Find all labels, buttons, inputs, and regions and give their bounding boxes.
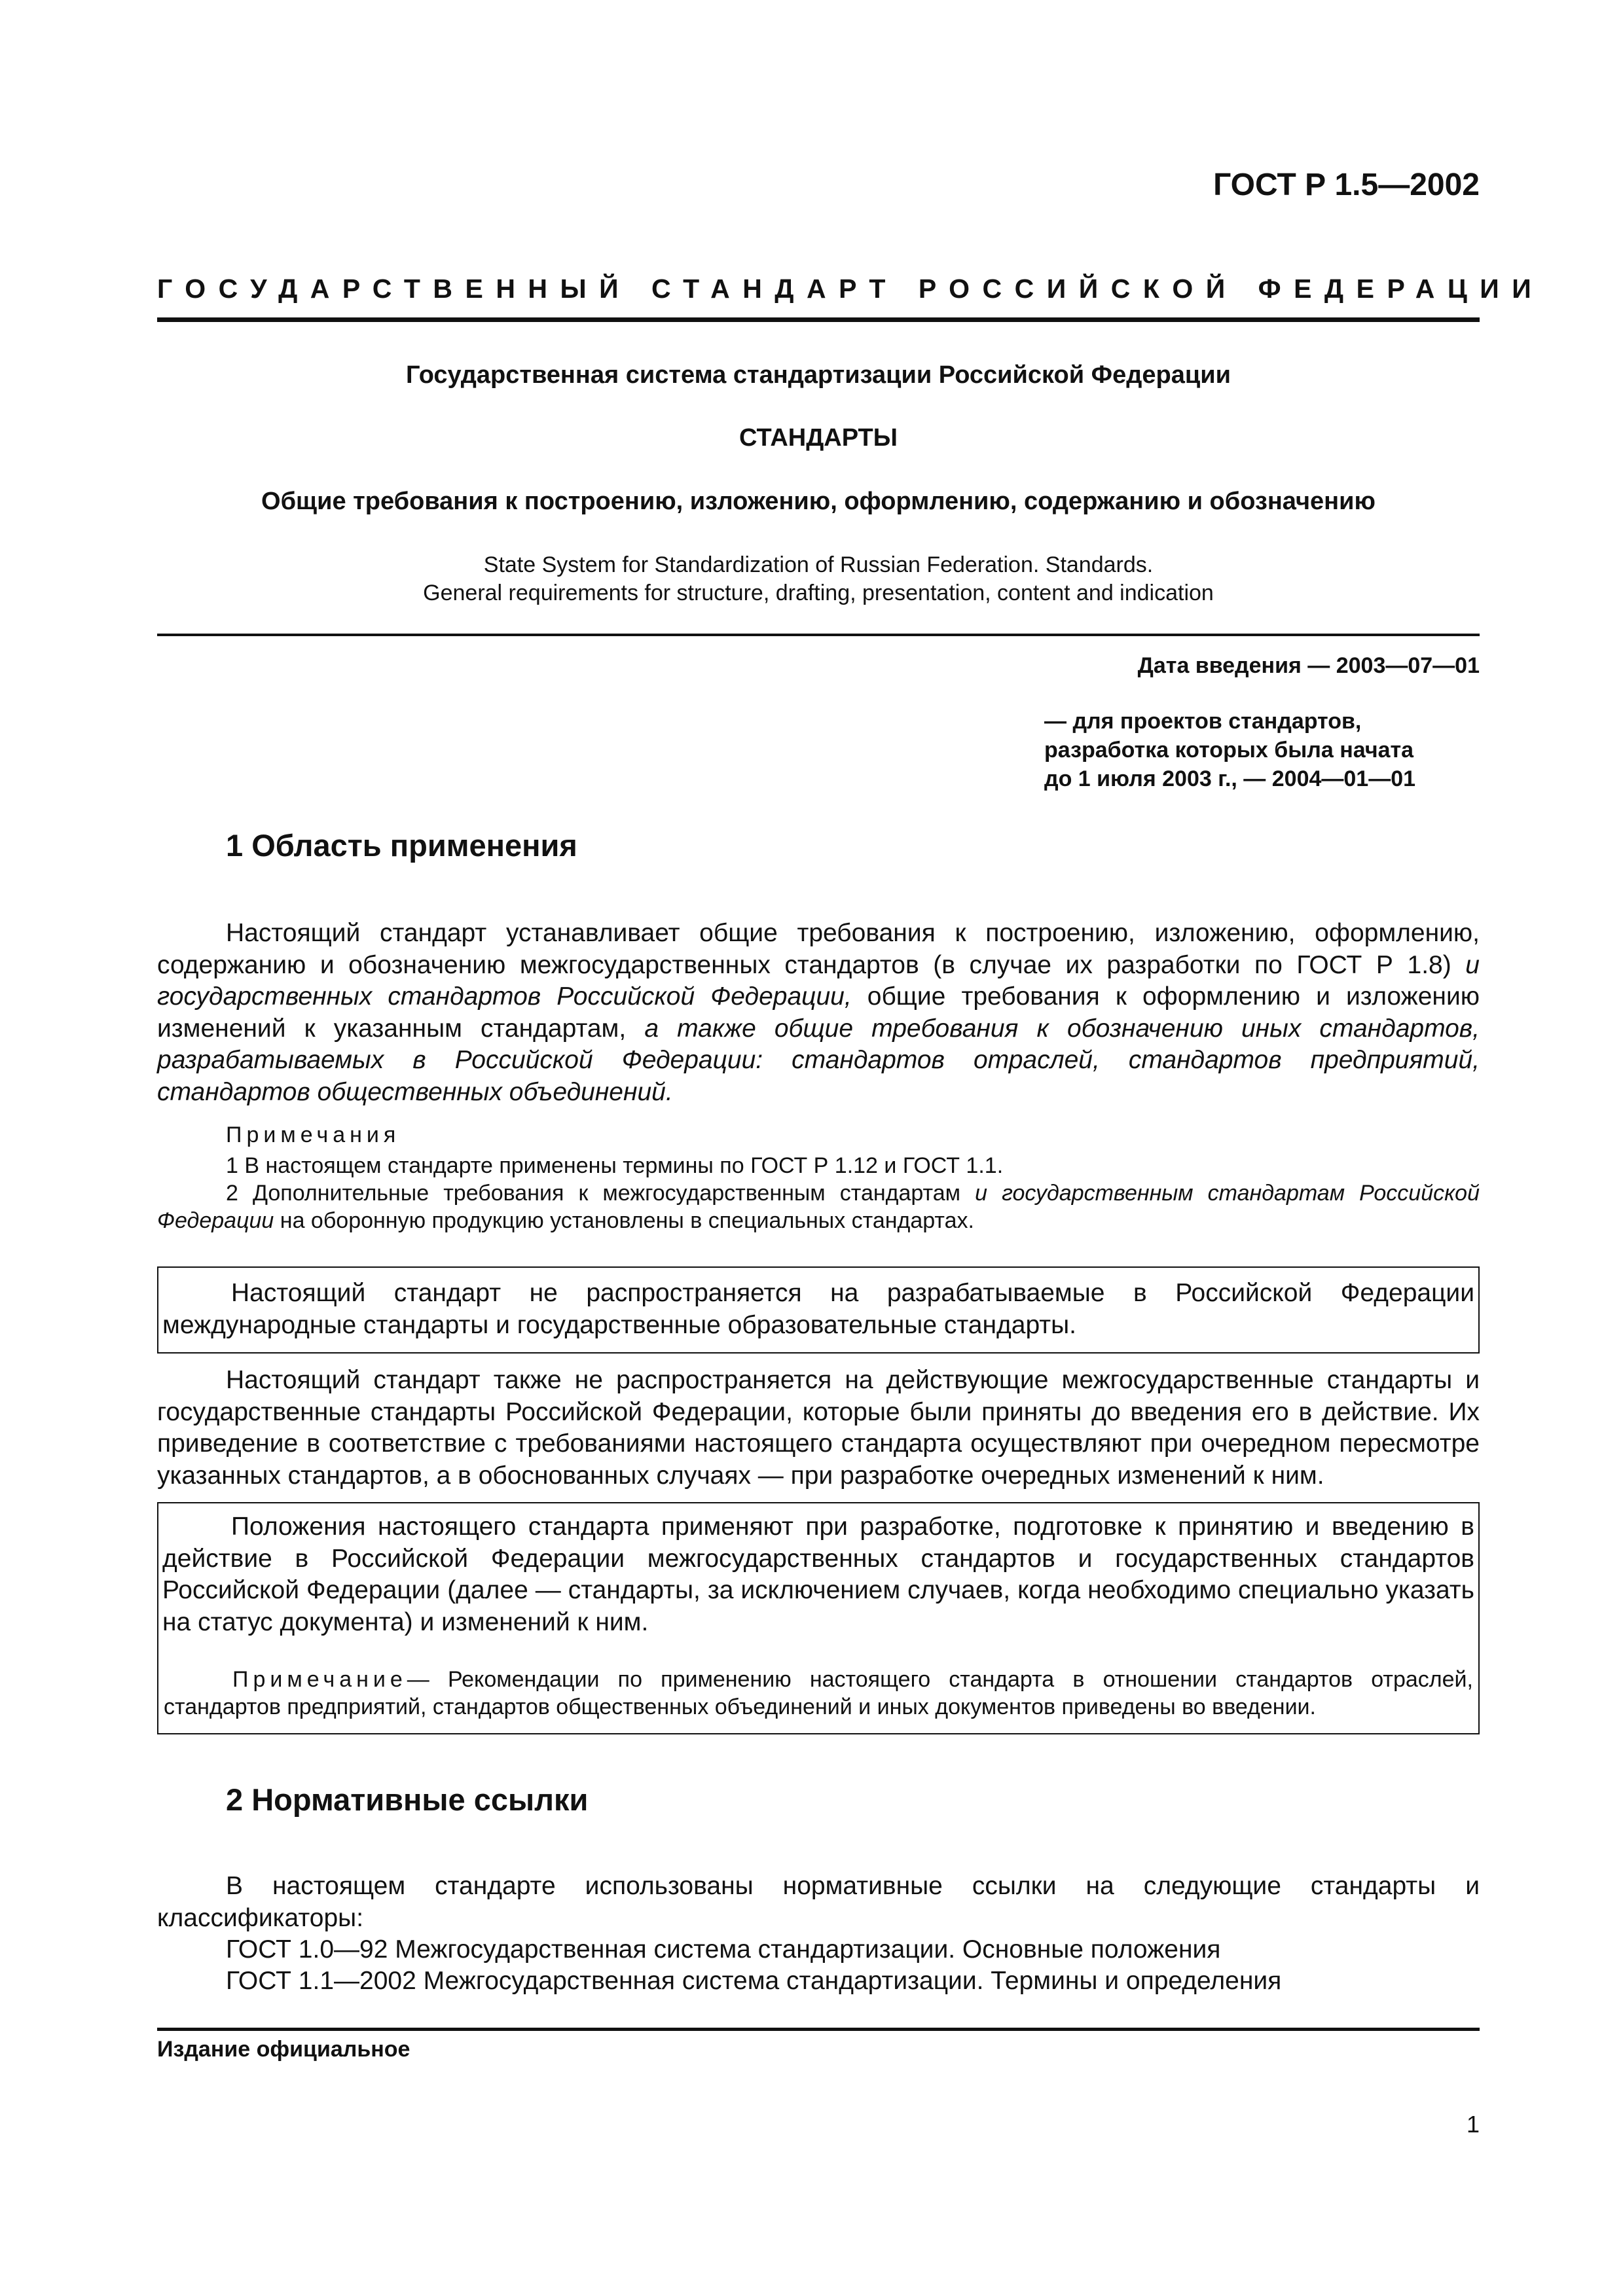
introduction-date-draft-note [1044, 707, 1503, 793]
state-standard-heading: ГОСУДАРСТВЕННЫЙ СТАНДАРТ РОССИЙСКОЙ ФЕДЕРАЦИИ [157, 274, 1544, 304]
official-edition-label: Издание официальное [157, 2037, 410, 2062]
application-text: Положения настоящего стандарта применяют при разработке, подготовке к принятию и введению в действие в Российской Федерации межгосударственных стандартов и государственных стандартов Российской Федерации (далее — стандарты, за исключением случаев, когда необходимо специально указать на статус документа) и изменений к ним. [162, 1513, 1474, 1636]
document-number: ГОСТ Р 1.5—2002 [1213, 168, 1480, 202]
section-2-heading: 2 Нормативные ссылки [226, 1782, 589, 1817]
draft-note-line-1: — для проектов стандартов, [1044, 709, 1362, 734]
english-title-line-2: General requirements for structure, drafting, presentation, content and indication [423, 581, 1214, 605]
section-1-heading: 1 Область применения [226, 828, 577, 863]
page-number: 1 [1466, 2111, 1480, 2138]
section-2-paragraph: В настоящем стандарте использованы нормативные ссылки на следующие стандарты и классификаторы: [157, 1872, 1480, 1932]
english-title [157, 551, 1480, 607]
footer-rule [157, 2028, 1480, 2031]
main-title: СТАНДАРТЫ [739, 424, 898, 452]
sub-title: Общие требования к построению, изложению, оформлению, содержанию и обозначению [261, 488, 1376, 515]
title-rule [157, 634, 1480, 636]
introduction-date: Дата введения — 2003—07—01 [1137, 653, 1480, 678]
system-title: Государственная система стандартизации Российской Федерации [406, 361, 1231, 389]
application-box [157, 1502, 1480, 1734]
section-1-paragraph-2: Настоящий стандарт также не распространяется на действующие межгосударственные стандарты и государственные стандарты Российской Федерации, которые были приняты до введения его в действие. Их приведение в соответствие с требованиями настоящего стандарта осуществляют при очередном пересмотре указанных стандартов, а в обоснованных случаях — при разработке очередных изменений к ним. [157, 1366, 1480, 1490]
note-2: 2 Дополнительные требования к межгосударственным стандартам и государственным стандартам Российской Федерации на оборонную продукцию установлены в специальных стандартах. [157, 1181, 1480, 1233]
section-1-paragraph-1: Настоящий стандарт устанавливает общие требования к построению, изложению, оформлению, содержанию и обозначению межгосударственных стандартов (в случае их разработки по ГОСТ Р 1.8) и государственных стандартов Российской Федерации, общие требования к оформлению и изложению изменений к указанным стандартам, а также общие требования к обозначению иных стандартов, разрабатываемых в Российской Федерации: стандартов отраслей, стандартов предприятий, стандартов общественных объединений. [157, 919, 1480, 1106]
reference-item: ГОСТ 1.0—92 Межгосударственная система стандартизации. Основные положения [226, 1935, 1221, 1964]
reference-item: ГОСТ 1.1—2002 Межгосударственная система стандартизации. Термины и определения [226, 1967, 1282, 1995]
english-title-line-1: State System for Standardization of Russian Federation. Standards. [483, 552, 1154, 577]
scope-exclusion-box [157, 1266, 1480, 1354]
scope-exclusion-text: Настоящий стандарт не распространяется на разрабатываемые в Российской Федерации международные стандарты и государственные образовательные стандарты. [162, 1279, 1474, 1339]
draft-note-line-2: разработка которых была начата [1044, 738, 1414, 762]
notes-label: Примечания [226, 1122, 401, 1147]
draft-note-line-3: до 1 июля 2003 г., — 2004—01—01 [1044, 766, 1416, 791]
top-rule [157, 317, 1480, 322]
note-1: 1 В настоящем стандарте применены термины по ГОСТ Р 1.12 и ГОСТ 1.1. [226, 1153, 1004, 1178]
application-note: Примечание— Рекомендации по применению настоящего стандарта в отношении стандартов отраслей, стандартов предприятий, стандартов общественных объединений и иных документов приведены во введении. [164, 1667, 1473, 1719]
